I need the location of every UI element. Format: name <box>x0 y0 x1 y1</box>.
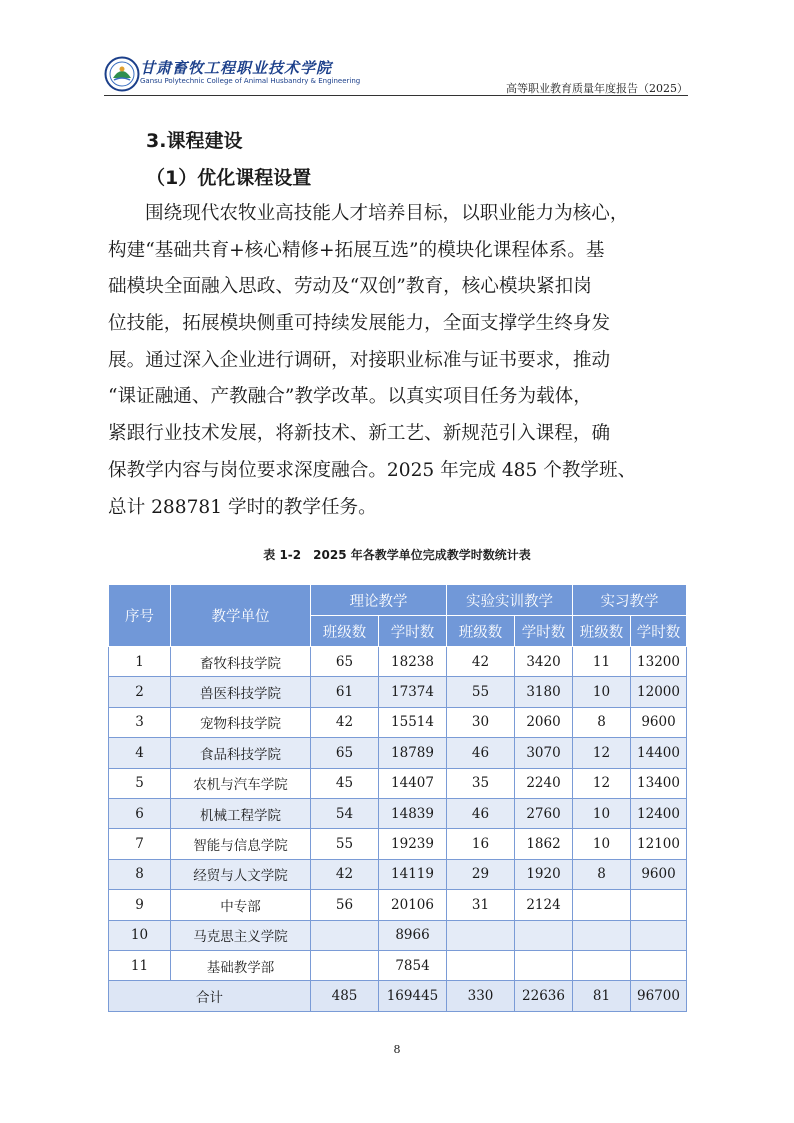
cell-unit: 马克思主义学院 <box>171 920 311 950</box>
cell-intern-hours: 9600 <box>631 859 687 889</box>
cell-theory-classes: 56 <box>311 890 379 920</box>
cell-theory-hours: 15514 <box>379 707 447 737</box>
cell-intern-hours <box>631 920 687 950</box>
cell-lab-classes: 42 <box>447 647 515 677</box>
cell-theory-hours: 8966 <box>379 920 447 950</box>
table-row <box>109 677 687 707</box>
cell-lab-classes: 30 <box>447 707 515 737</box>
cell-theory-classes: 45 <box>311 768 379 798</box>
cell-unit: 基础教学部 <box>171 950 311 980</box>
cell-unit: 宠物科技学院 <box>171 707 311 737</box>
cell-lab-hours <box>515 920 573 950</box>
paragraph-line: 位技能，拓展模块侧重可持续发展能力，全面支撑学生终身发 <box>108 313 611 335</box>
cell-theory-classes <box>311 920 379 950</box>
cell-lab-hours: 1920 <box>515 859 573 889</box>
school-name-en: Gansu Polytechnic College of Animal Husbandry & Engineering <box>140 77 361 85</box>
cell-lab-hours: 1862 <box>515 829 573 859</box>
col-header-classes: 班级数 <box>573 616 631 647</box>
cell-lab-hours: 2124 <box>515 890 573 920</box>
cell-unit: 畜牧科技学院 <box>171 647 311 677</box>
table-row <box>109 707 687 737</box>
cell-lab-classes: 29 <box>447 859 515 889</box>
cell-index: 9 <box>109 890 171 920</box>
cell-intern-classes <box>573 920 631 950</box>
cell-total-intern-classes: 81 <box>573 981 631 1011</box>
cell-unit: 经贸与人文学院 <box>171 859 311 889</box>
cell-lab-hours: 2060 <box>515 707 573 737</box>
subsection-heading: （1）优化课程设置 <box>146 167 312 189</box>
cell-intern-hours: 12100 <box>631 829 687 859</box>
cell-theory-hours: 20106 <box>379 890 447 920</box>
cell-intern-hours: 12000 <box>631 677 687 707</box>
cell-lab-classes <box>447 950 515 980</box>
paragraph-line: 展。通过深入企业进行调研，对接职业标准与证书要求，推动 <box>108 349 611 371</box>
cell-theory-hours: 14119 <box>379 859 447 889</box>
paragraph-line: 础模块全面融入思政、劳动及“双创”教育，核心模块紧扣岗 <box>108 276 592 298</box>
cell-lab-hours: 2760 <box>515 798 573 828</box>
cell-index: 5 <box>109 768 171 798</box>
report-title: 高等职业教育质量年度报告（2025） <box>506 82 688 95</box>
cell-intern-classes: 10 <box>573 829 631 859</box>
cell-theory-classes: 61 <box>311 677 379 707</box>
cell-intern-classes: 8 <box>573 859 631 889</box>
cell-index: 10 <box>109 920 171 950</box>
cell-lab-hours: 2240 <box>515 768 573 798</box>
table-row <box>109 829 687 859</box>
cell-total-theory-hours: 169445 <box>379 981 447 1011</box>
cell-intern-classes: 8 <box>573 707 631 737</box>
cell-unit: 智能与信息学院 <box>171 829 311 859</box>
cell-index: 6 <box>109 798 171 828</box>
table-row <box>109 890 687 920</box>
cell-lab-classes: 55 <box>447 677 515 707</box>
cell-theory-classes: 55 <box>311 829 379 859</box>
cell-lab-classes <box>447 920 515 950</box>
cell-theory-hours: 17374 <box>379 677 447 707</box>
cell-lab-hours <box>515 950 573 980</box>
cell-intern-hours <box>631 890 687 920</box>
cell-total-theory-classes: 485 <box>311 981 379 1011</box>
cell-theory-classes: 42 <box>311 859 379 889</box>
cell-unit: 兽医科技学院 <box>171 677 311 707</box>
cell-unit: 机械工程学院 <box>171 798 311 828</box>
cell-unit: 农机与汽车学院 <box>171 768 311 798</box>
cell-total-intern-hours: 96700 <box>631 981 687 1011</box>
table-total-row <box>109 981 687 1011</box>
cell-unit: 中专部 <box>171 890 311 920</box>
cell-index: 3 <box>109 707 171 737</box>
cell-lab-classes: 16 <box>447 829 515 859</box>
cell-lab-classes: 46 <box>447 798 515 828</box>
cell-intern-classes <box>573 890 631 920</box>
paragraph-line: 保教学内容与岗位要求深度融合。2025 年完成 485 个教学班、 <box>108 459 637 481</box>
table-caption: 表 1-2 2025 年各教学单位完成教学时数统计表 <box>263 548 531 562</box>
page-header <box>104 46 688 96</box>
col-group-theory: 理论教学 <box>311 585 447 616</box>
col-header-hours: 学时数 <box>631 616 687 647</box>
cell-index: 8 <box>109 859 171 889</box>
cell-intern-classes: 10 <box>573 677 631 707</box>
cell-intern-hours: 14400 <box>631 738 687 768</box>
cell-intern-classes: 12 <box>573 738 631 768</box>
cell-theory-classes: 65 <box>311 647 379 677</box>
cell-intern-hours: 13400 <box>631 768 687 798</box>
col-group-lab: 实验实训教学 <box>447 585 573 616</box>
header-divider <box>104 95 688 96</box>
col-group-internship: 实习教学 <box>573 585 687 616</box>
col-header-index: 序号 <box>109 585 171 647</box>
paragraph-line: 围绕现代农牧业高技能人才培养目标，以职业能力为核心， <box>145 203 629 224</box>
cell-total-label: 合计 <box>109 981 311 1011</box>
school-name-cn: 甘肃畜牧工程职业技术学院 <box>140 59 333 77</box>
cell-theory-classes: 42 <box>311 707 379 737</box>
table-row <box>109 738 687 768</box>
paragraph-line: “课证融通、产教融合”教学改革。以真实项目任务为载体， <box>108 386 592 408</box>
table-row <box>109 859 687 889</box>
cell-intern-classes: 12 <box>573 768 631 798</box>
cell-index: 4 <box>109 738 171 768</box>
cell-lab-hours: 3420 <box>515 647 573 677</box>
cell-theory-classes: 54 <box>311 798 379 828</box>
col-header-unit: 教学单位 <box>171 585 311 647</box>
cell-theory-hours: 7854 <box>379 950 447 980</box>
cell-intern-hours <box>631 950 687 980</box>
cell-theory-hours: 14407 <box>379 768 447 798</box>
col-header-hours: 学时数 <box>515 616 573 647</box>
cell-theory-hours: 18238 <box>379 647 447 677</box>
cell-index: 1 <box>109 647 171 677</box>
page-number: 8 <box>393 1043 401 1056</box>
cell-lab-classes: 31 <box>447 890 515 920</box>
table-row <box>109 950 687 980</box>
cell-total-lab-classes: 330 <box>447 981 515 1011</box>
cell-theory-hours: 18789 <box>379 738 447 768</box>
section-heading: 3.课程建设 <box>146 130 243 152</box>
table-row <box>109 798 687 828</box>
paragraph-line: 构建“基础共育+核心精修+拓展互选”的模块化课程体系。基 <box>108 239 605 261</box>
body-paragraph <box>108 196 688 526</box>
teaching-hours-table <box>108 584 687 1012</box>
cell-index: 7 <box>109 829 171 859</box>
cell-theory-classes <box>311 950 379 980</box>
cell-intern-classes: 11 <box>573 647 631 677</box>
col-header-classes: 班级数 <box>311 616 379 647</box>
cell-lab-classes: 35 <box>447 768 515 798</box>
cell-intern-classes <box>573 950 631 980</box>
cell-unit: 食品科技学院 <box>171 738 311 768</box>
table-row <box>109 920 687 950</box>
paragraph-line: 紧跟行业技术发展，将新技术、新工艺、新规范引入课程，确 <box>108 423 611 445</box>
cell-total-lab-hours: 22636 <box>515 981 573 1011</box>
cell-theory-hours: 19239 <box>379 829 447 859</box>
cell-index: 2 <box>109 677 171 707</box>
cell-intern-hours: 13200 <box>631 647 687 677</box>
paragraph-line: 总计 288781 学时的教学任务。 <box>108 496 377 518</box>
cell-theory-hours: 14839 <box>379 798 447 828</box>
cell-lab-hours: 3070 <box>515 738 573 768</box>
cell-lab-classes: 46 <box>447 738 515 768</box>
table-row <box>109 647 687 677</box>
cell-lab-hours: 3180 <box>515 677 573 707</box>
cell-intern-classes: 10 <box>573 798 631 828</box>
cell-index: 11 <box>109 950 171 980</box>
cell-theory-classes: 65 <box>311 738 379 768</box>
col-header-classes: 班级数 <box>447 616 515 647</box>
college-logo-icon <box>104 56 140 92</box>
col-header-hours: 学时数 <box>379 616 447 647</box>
table-row <box>109 768 687 798</box>
cell-intern-hours: 12400 <box>631 798 687 828</box>
cell-intern-hours: 9600 <box>631 707 687 737</box>
